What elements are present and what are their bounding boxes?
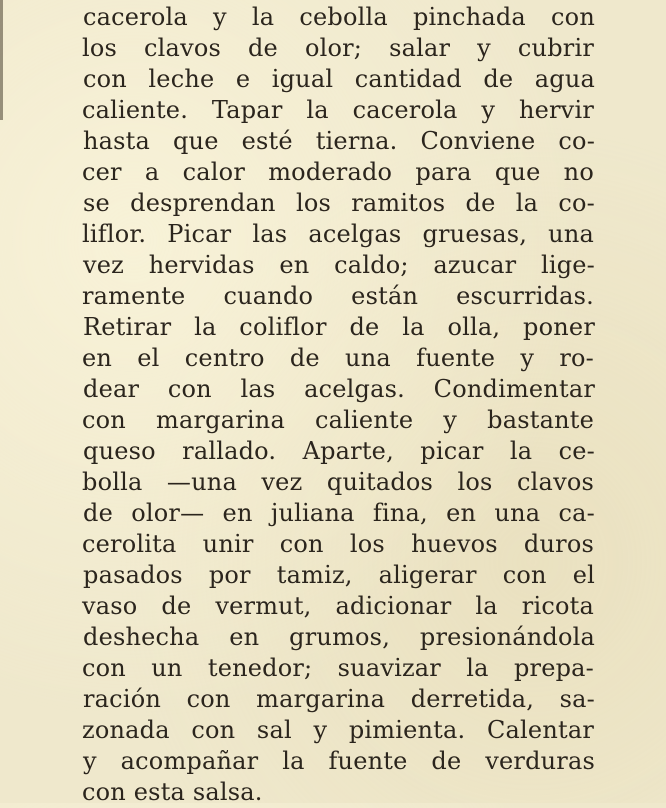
text-line: ración con margarina derretida, sa- <box>83 685 595 713</box>
text-line: zonada con sal y pimienta. Calentar <box>82 716 594 744</box>
text-line: liflor. Picar las acelgas gruesas, una <box>82 220 594 248</box>
text-line: dear con las acelgas. Condimentar <box>83 375 595 403</box>
text-line: con leche e igual cantidad de agua <box>83 65 595 93</box>
text-line: en el centro de una fuente y ro- <box>82 344 594 372</box>
text-line: caliente. Tapar la cacerola y hervir <box>82 96 594 124</box>
text-line-final: con esta salsa. <box>82 778 263 806</box>
text-line: pasados por tamiz, aligerar con el <box>83 561 595 589</box>
text-line: bolla —una vez quitados los clavos <box>82 468 594 496</box>
text-line: cerolita unir con los huevos duros <box>82 530 594 558</box>
text-line: cacerola y la cebolla pinchada con <box>83 3 595 31</box>
text-line: deshecha en grumos, presionándola <box>83 623 595 651</box>
text-line: y acompañar la fuente de verduras <box>83 747 595 775</box>
text-line: cer a calor moderado para que no <box>82 158 594 186</box>
text-line: Retirar la coliflor de la olla, poner <box>83 313 595 341</box>
text-line: queso rallado. Aparte, picar la ce- <box>83 437 595 465</box>
column-rule <box>0 0 3 120</box>
recipe-text-column <box>82 2 594 808</box>
text-line: vez hervidas en caldo; azucar lige- <box>83 251 595 279</box>
text-line: hasta que esté tierna. Conviene co- <box>83 127 595 155</box>
text-line: vaso de vermut, adicionar la ricota <box>82 592 594 620</box>
text-line: con margarina caliente y bastante <box>82 406 594 434</box>
text-line: los clavos de olor; salar y cubrir <box>82 34 594 62</box>
text-line: se desprendan los ramitos de la co- <box>83 189 595 217</box>
text-line: con un tenedor; suavizar la prepa- <box>82 654 594 682</box>
text-line: ramente cuando están escurridas. <box>82 282 594 310</box>
text-line: de olor— en juliana fina, en una ca- <box>83 499 595 527</box>
